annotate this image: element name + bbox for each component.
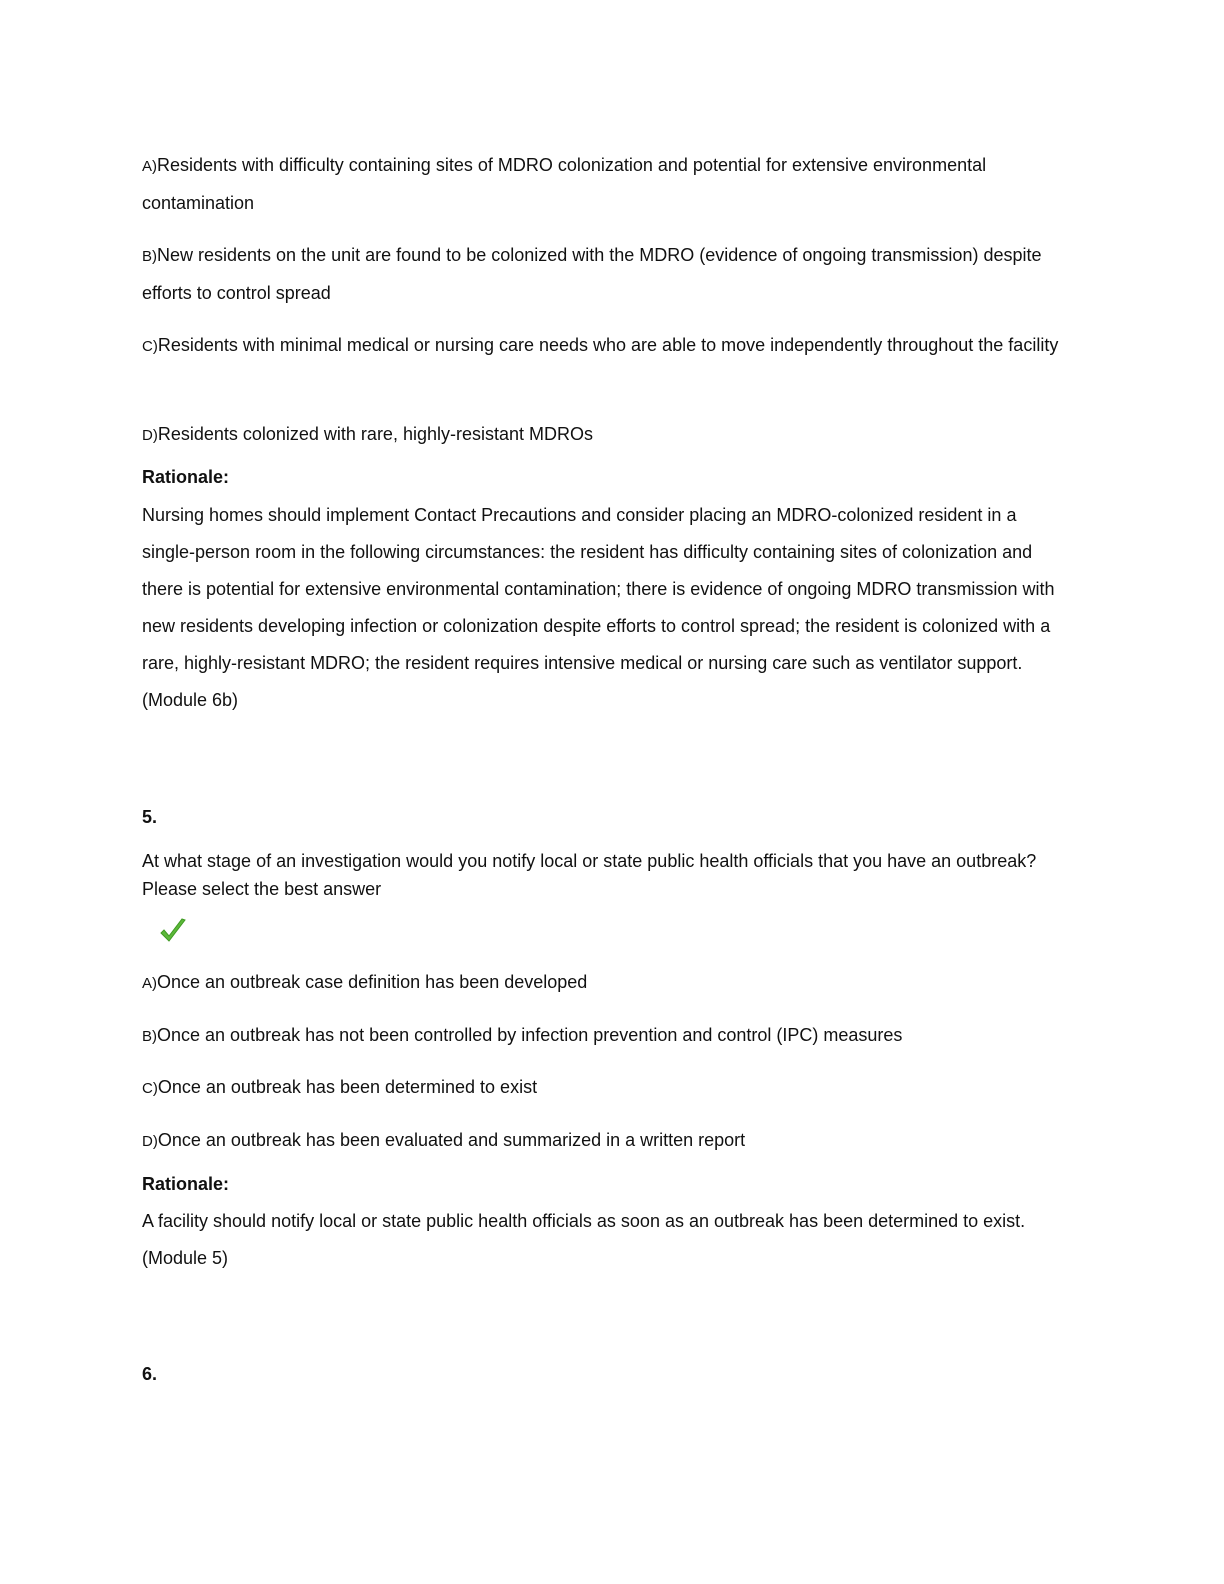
q4-option-c-text: Residents with minimal medical or nursing care needs who are able to move independently throughout the facility xyxy=(157,335,1059,355)
q5-option-c: C)Once an outbreak has been determined to exist xyxy=(142,1077,538,1097)
checkmark-icon xyxy=(158,916,188,946)
q4-option-b-text: New residents on the unit are found to be colonized with the MDRO (evidence of ongoing transmission) despite efforts to control spread xyxy=(142,245,1042,303)
q5-rationale-text: A facility should notify local or state public health officials as soon as an outbreak has been determined to exist. (Module 5) xyxy=(142,1211,1026,1268)
q5-rationale-heading: Rationale: xyxy=(142,1174,230,1194)
q5-option-d: D)Once an outbreak has been evaluated and summarized in a written report xyxy=(142,1130,746,1150)
q4-option-b: B)New residents on the unit are found to be colonized with the MDRO (evidence of ongoing transmission) despite efforts to control spread xyxy=(142,245,1042,303)
q4-rationale-heading: Rationale: xyxy=(142,467,230,487)
q5-option-b-text: Once an outbreak has not been controlled by infection prevention and control (IPC) measures xyxy=(157,1025,903,1045)
q4-option-d: D)Residents colonized with rare, highly-resistant MDROs xyxy=(142,424,593,444)
q5-option-a-text: Once an outbreak case definition has been developed xyxy=(157,972,588,992)
q4-option-c: C)Residents with minimal medical or nursing care needs who are able to move independently throughout the facility xyxy=(142,335,1059,355)
q5-question-text: At what stage of an investigation would you notify local or state public health officials that you have an outbreak? Please select the best answer xyxy=(142,851,1037,899)
q5-option-b: B)Once an outbreak has not been controlled by infection prevention and control (IPC) measures xyxy=(142,1025,903,1045)
q6-number: 6. xyxy=(142,1364,158,1384)
q5-option-d-text: Once an outbreak has been evaluated and summarized in a written report xyxy=(157,1130,746,1150)
q4-option-a: A)Residents with difficulty containing sites of MDRO colonization and potential for extensive environmental contamination xyxy=(142,155,987,213)
q4-rationale-text: Nursing homes should implement Contact Precautions and consider placing an MDRO-colonized resident in a single-person room in the following circumstances: the resident has difficulty containing sites of colonization and there is potential for extensive environmental contamination; there is evidence of ongoing MDRO transmission with new residents developing infection or colonization despite efforts to control spread; the resident is colonized with a rare, highly-resistant MDRO; the resident requires intensive medical or nursing care such as ventilator support. (Module 6b) xyxy=(142,505,1055,710)
q4-option-a-text: Residents with difficulty containing sites of MDRO colonization and potential for extensive environmental contamination xyxy=(142,155,987,213)
q4-option-d-text: Residents colonized with rare, highly-resistant MDROs xyxy=(157,424,593,444)
q5-number: 5. xyxy=(142,807,158,827)
q5-option-a: A)Once an outbreak case definition has been developed xyxy=(142,972,588,992)
q5-option-c-text: Once an outbreak has been determined to exist xyxy=(157,1077,538,1097)
